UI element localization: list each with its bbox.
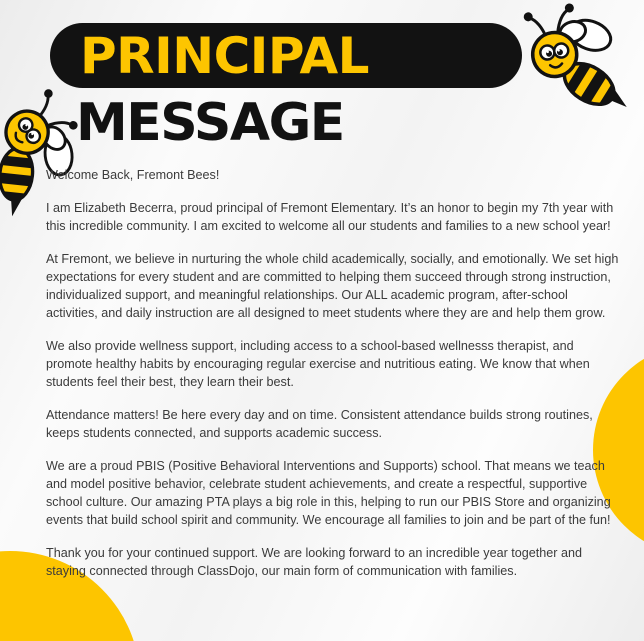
title-pill bbox=[50, 23, 522, 88]
paragraph-attendance: Attendance matters! Be here every day and on time. Consistent attendance builds strong routines, keeps students connected, and supports academic success. bbox=[46, 408, 593, 440]
page-title-principal: PRINCIPAL bbox=[80, 26, 370, 85]
greeting-text: Welcome Back, Fremont Bees! bbox=[46, 168, 220, 182]
paragraph-thanks: Thank you for your continued support. We are looking forward to an incredible year together and staying connected through ClassDojo, our main form of communication with families. bbox=[46, 546, 583, 578]
paragraph-intro: I am Elizabeth Becerra, proud principal of Fremont Elementary. It’s an honor to begin my 7th year with this incredible community. I am excited to welcome all our students and families to a new school year! bbox=[46, 201, 614, 233]
paragraph-wellness: We also provide wellness support, including access to a school-based wellnesss therapist, and promote healthy habits by encouraging regular exercise and nutritious eating. We know that when students feel their best, they learn their best. bbox=[46, 339, 590, 389]
paragraph-pbis: We are a proud PBIS (Positive Behavioral Interventions and Supports) school. That means we teach and model positive behavior, celebrate student achievements, and create a respectful, supportive school culture. Our amazing PTA plays a big role in this, helping to run our PBIS Store and organizing events that build school spirit and community. We encourage all families to join and be part of the fun! bbox=[46, 459, 611, 527]
message-body bbox=[46, 166, 622, 595]
page-title-message: MESSAGE bbox=[76, 93, 344, 153]
paragraph-whole-child: At Fremont, we believe in nurturing the whole child academically, socially, and emotionally. We set high expectations for every student and are committed to helping them succeed through strong instruction, individualized support, and meaningful relationships. Our ALL academic program, after-school activities, and daily instruction are all designed to meet students where they are and help them grow. bbox=[46, 252, 619, 320]
